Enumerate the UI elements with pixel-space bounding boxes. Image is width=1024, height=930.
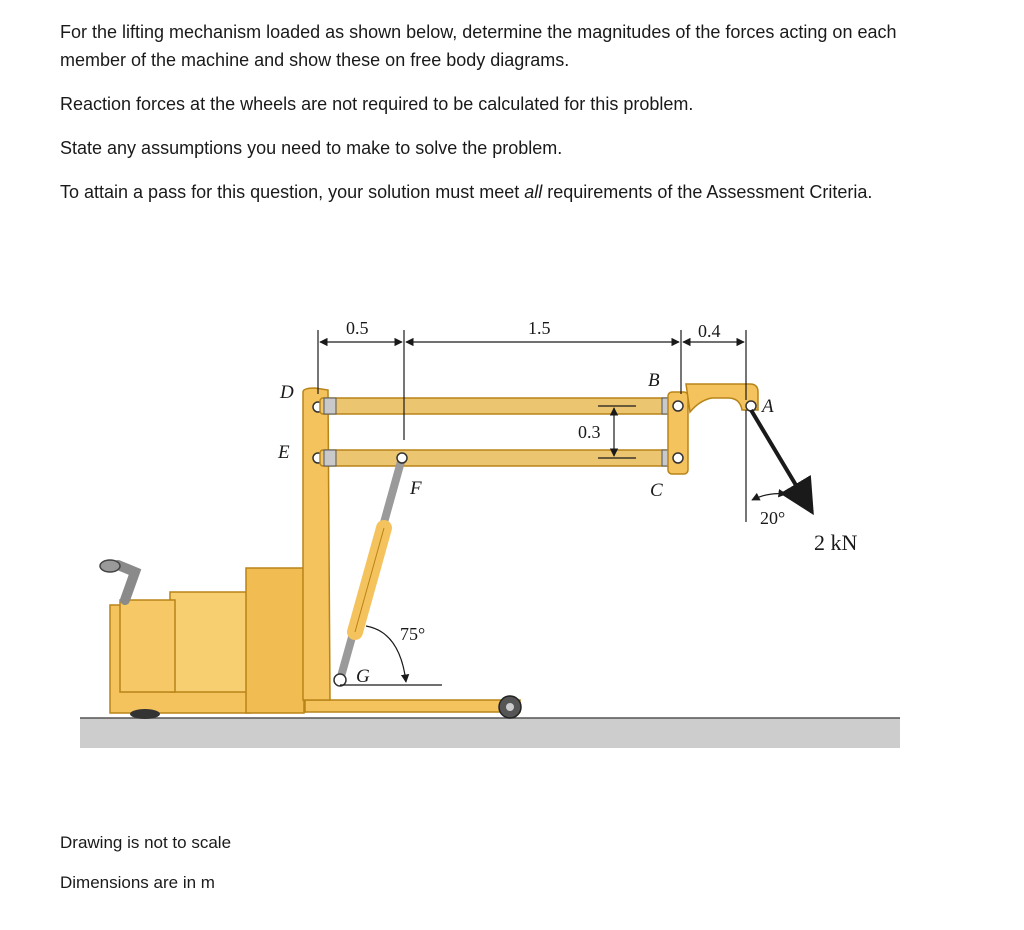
scale-note: Drawing is not to scale	[60, 833, 232, 852]
problem-intro: For the lifting mechanism loaded as shown below, determine the magnitudes of the forces acting on each member of the machine and show these on free body diagrams.	[60, 22, 897, 70]
point-label-g: G	[356, 666, 370, 687]
pin-c	[673, 453, 683, 463]
units-note: Dimensions are in m	[60, 873, 215, 892]
point-label-e: E	[278, 442, 290, 463]
pin-a	[746, 401, 756, 411]
angle-label-load: 20°	[760, 508, 786, 528]
dim-label-d3: 0.4	[698, 321, 721, 341]
dim-label-d2: 1.5	[528, 318, 551, 338]
load-arrow	[751, 410, 812, 512]
pass-prefix: To attain a pass for this question, your solution must meet	[60, 182, 525, 202]
load-label: 2 kN	[814, 530, 858, 555]
assumptions-note: State any assumptions you need to make to solve the problem.	[60, 138, 563, 158]
pass-emphasis: all	[524, 182, 543, 202]
hydraulic-cylinder	[334, 453, 407, 686]
point-label-b: B	[648, 370, 660, 391]
point-label-d: D	[280, 382, 294, 403]
dim-label-gap: 0.3	[578, 422, 601, 442]
angle-label-cylinder: 75°	[400, 624, 426, 644]
mast	[303, 388, 330, 700]
dim-label-d1: 0.5	[346, 318, 369, 338]
bracket-bca	[668, 384, 758, 474]
pin-b	[673, 401, 683, 411]
point-label-a: A	[762, 396, 774, 417]
reaction-note: Reaction forces at the wheels are not required to be calculated for this problem.	[60, 94, 694, 114]
handle	[100, 560, 135, 600]
pin-f	[397, 453, 407, 463]
point-label-c: C	[650, 480, 663, 501]
ground	[80, 718, 900, 748]
point-label-f: F	[410, 478, 422, 499]
pin-g	[334, 674, 346, 686]
pass-suffix: requirements of the Assessment Criteria.	[542, 182, 873, 202]
